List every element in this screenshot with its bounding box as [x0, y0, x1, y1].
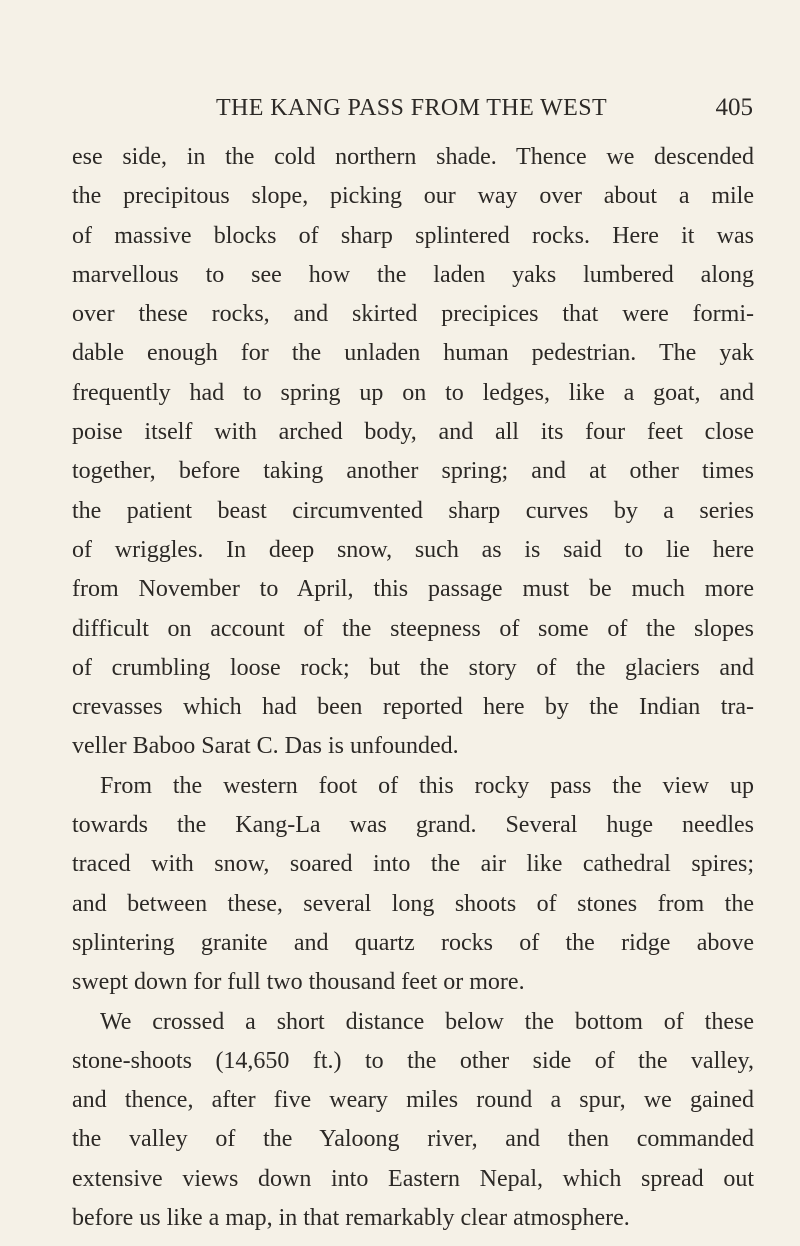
text-line: crevasses which had been reported here by the Indian tra-: [72, 694, 754, 721]
text-line: difficult on account of the steepness of some of the slopes: [72, 615, 754, 642]
text-line: traced with snow, soared into the air like cathedral spires;: [72, 851, 754, 878]
text-line: the valley of the Yaloong river, and then commanded: [72, 1126, 754, 1153]
paragraph-last-line: swept down for full two thousand feet or more.: [72, 969, 525, 996]
text-line: the precipitous slope, picking our way over about a mile: [72, 183, 754, 210]
text-line: marvellous to see how the laden yaks lumbered along: [72, 261, 754, 288]
text-line: of crumbling loose rock; but the story of the glaciers and: [72, 654, 754, 681]
text-line: together, before taking another spring; and at other times: [72, 458, 754, 485]
text-line: frequently had to spring up on to ledges, like a goat, and: [72, 379, 754, 406]
running-head: [70, 88, 753, 128]
paragraph-first-line: From the western foot of this rocky pass the view up: [100, 772, 754, 799]
text-line: and between these, several long shoots of stones from the: [72, 890, 754, 917]
text-line: ese side, in the cold northern shade. Thence we descended: [72, 144, 754, 170]
text-line: stone-shoots (14,650 ft.) to the other side of the valley,: [72, 1047, 754, 1074]
text-line: dable enough for the unladen human pedestrian. The yak: [72, 340, 754, 367]
text-line: the patient beast circumvented sharp curves by a series: [72, 497, 754, 524]
text-line: of massive blocks of sharp splintered rocks. Here it was: [72, 222, 754, 249]
text-line: from November to April, this passage must be much more: [72, 576, 754, 603]
text-line: over these rocks, and skirted precipices that were formi-: [72, 301, 754, 328]
running-title: THE KANG PASS FROM THE WEST: [215, 95, 608, 121]
text-line: towards the Kang-La was grand. Several huge needles: [72, 812, 754, 839]
text-line: extensive views down into Eastern Nepal, which spread out: [72, 1165, 754, 1192]
text-line: of wriggles. In deep snow, such as is said to lie here: [72, 536, 754, 563]
text-line: and thence, after five weary miles round a spur, we gained: [72, 1087, 754, 1114]
text-line: splintering granite and quartz rocks of the ridge above: [72, 929, 754, 956]
page-number: 405: [715, 94, 753, 121]
paragraph-last-line: veller Baboo Sarat C. Das is unfounded.: [72, 733, 459, 760]
paragraph-first-line: We crossed a short distance below the bottom of these: [100, 1008, 754, 1035]
paragraph-last-line: before us like a map, in that remarkably clear atmosphere.: [72, 1205, 630, 1232]
body-text: [72, 138, 754, 1238]
text-line: poise itself with arched body, and all its four feet close: [72, 419, 754, 446]
